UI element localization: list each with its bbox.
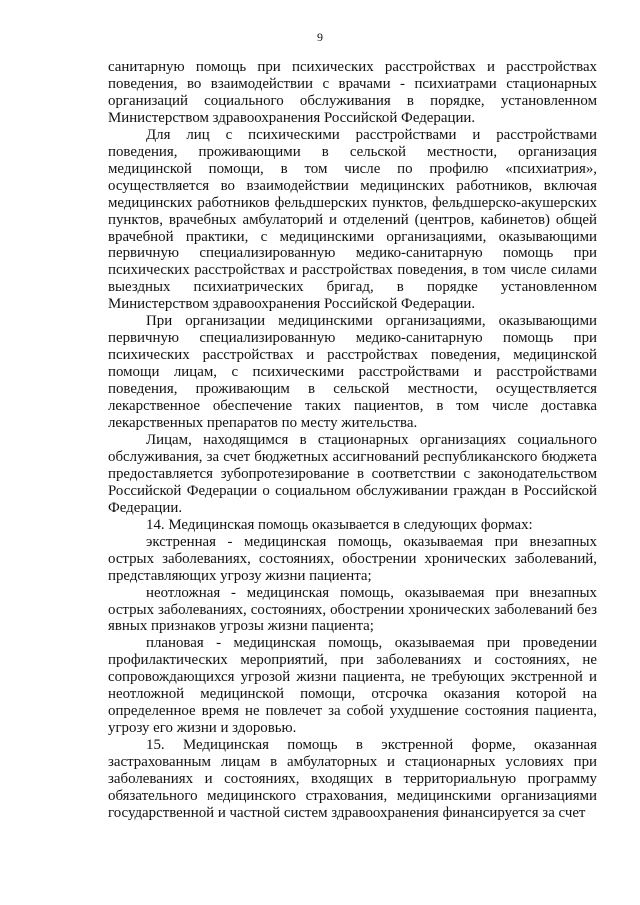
paragraph-urgent-form: неотложная - медицинская помощь, оказываемая при внезапных острых заболеваниях, состояниях, обострении хронических заболеваний без явных признаков угрозы жизни пациента; [108,584,597,635]
paragraph-continuation: санитарную помощь при психических расстройствах и расстройствах поведения, во взаимодействии с врачами - психиатрами стационарных организаций социального обслуживания в порядке, установленном Министерством здравоохранения Российской Федерации. [108,59,597,126]
paragraph-section-15: 15. Медицинская помощь в экстренной форме, оказанная застрахованным лицам в амбулаторных и стационарных условиях при заболеваниях и состояниях, входящих в территориальную программу обязательного медицинского страхования, медицинскими организациями государственной и частной систем здравоохранения финансируется за счет [108,737,597,821]
document-body [108,59,597,822]
paragraph-dental-prosthetics: Лицам, находящимся в стационарных организациях социального обслуживания, за счет бюджетных ассигнований республиканского бюджета предоставляется зубопротезирование в соответствии с законодательством Российской Федерации о социальном обслуживании граждан в Российской Федерации. [108,431,597,516]
paragraph-drug-provision: При организации медицинскими организациями, оказывающими первичную специализированную медико-санитарную помощь при психических расстройствах и расстройствах поведения, медицинской помощи лицам, с психическими расстройствами и расстройствами поведения, проживающим в сельской местности, осуществляется лекарственное обеспечение таких пациентов, в том числе доставка лекарственных препаратов по месту жительства. [108,313,597,432]
paragraph-section-14: 14. Медицинская помощь оказывается в следующих формах: [146,516,533,533]
paragraph-emergency-form: экстренная - медицинская помощь, оказываемая при внезапных острых заболеваниях, состояниях, обострении хронических заболеваний, представляющих угрозу жизни пациента; [108,533,597,584]
paragraph-planned-form: плановая - медицинская помощь, оказываемая при проведении профилактических мероприятий, при заболеваниях и состояниях, не сопровождающихся угрозой жизни пациента, не требующих экстренной и неотложной медицинской помощи, отсрочка оказания которой на определенное время не повлечет за собой ухудшение состояния пациента, угрозу его жизни и здоровью. [108,635,597,737]
page-number: 9 [317,30,323,44]
paragraph-rural-patients: Для лиц с психическими расстройствами и расстройствами поведения, проживающими в сельской местности, организация медицинской помощи, в том числе по профилю «психиатрия», осуществляется во взаимодействии медицинских работников, включая медицинских работников фельдшерских пунктов, фельдшерско-акушерских пунктов, врачебных амбулаторий и отделений (центров, кабинетов) общей врачебной практики, с медицинскими организациями, оказывающими первичную специализированную медико-санитарную помощь при психических расстройствах и расстройствах поведения, в том числе силами выездных психиатрических бригад, в порядке установленном Министерством здравоохранения Российской Федерации. [108,126,597,313]
